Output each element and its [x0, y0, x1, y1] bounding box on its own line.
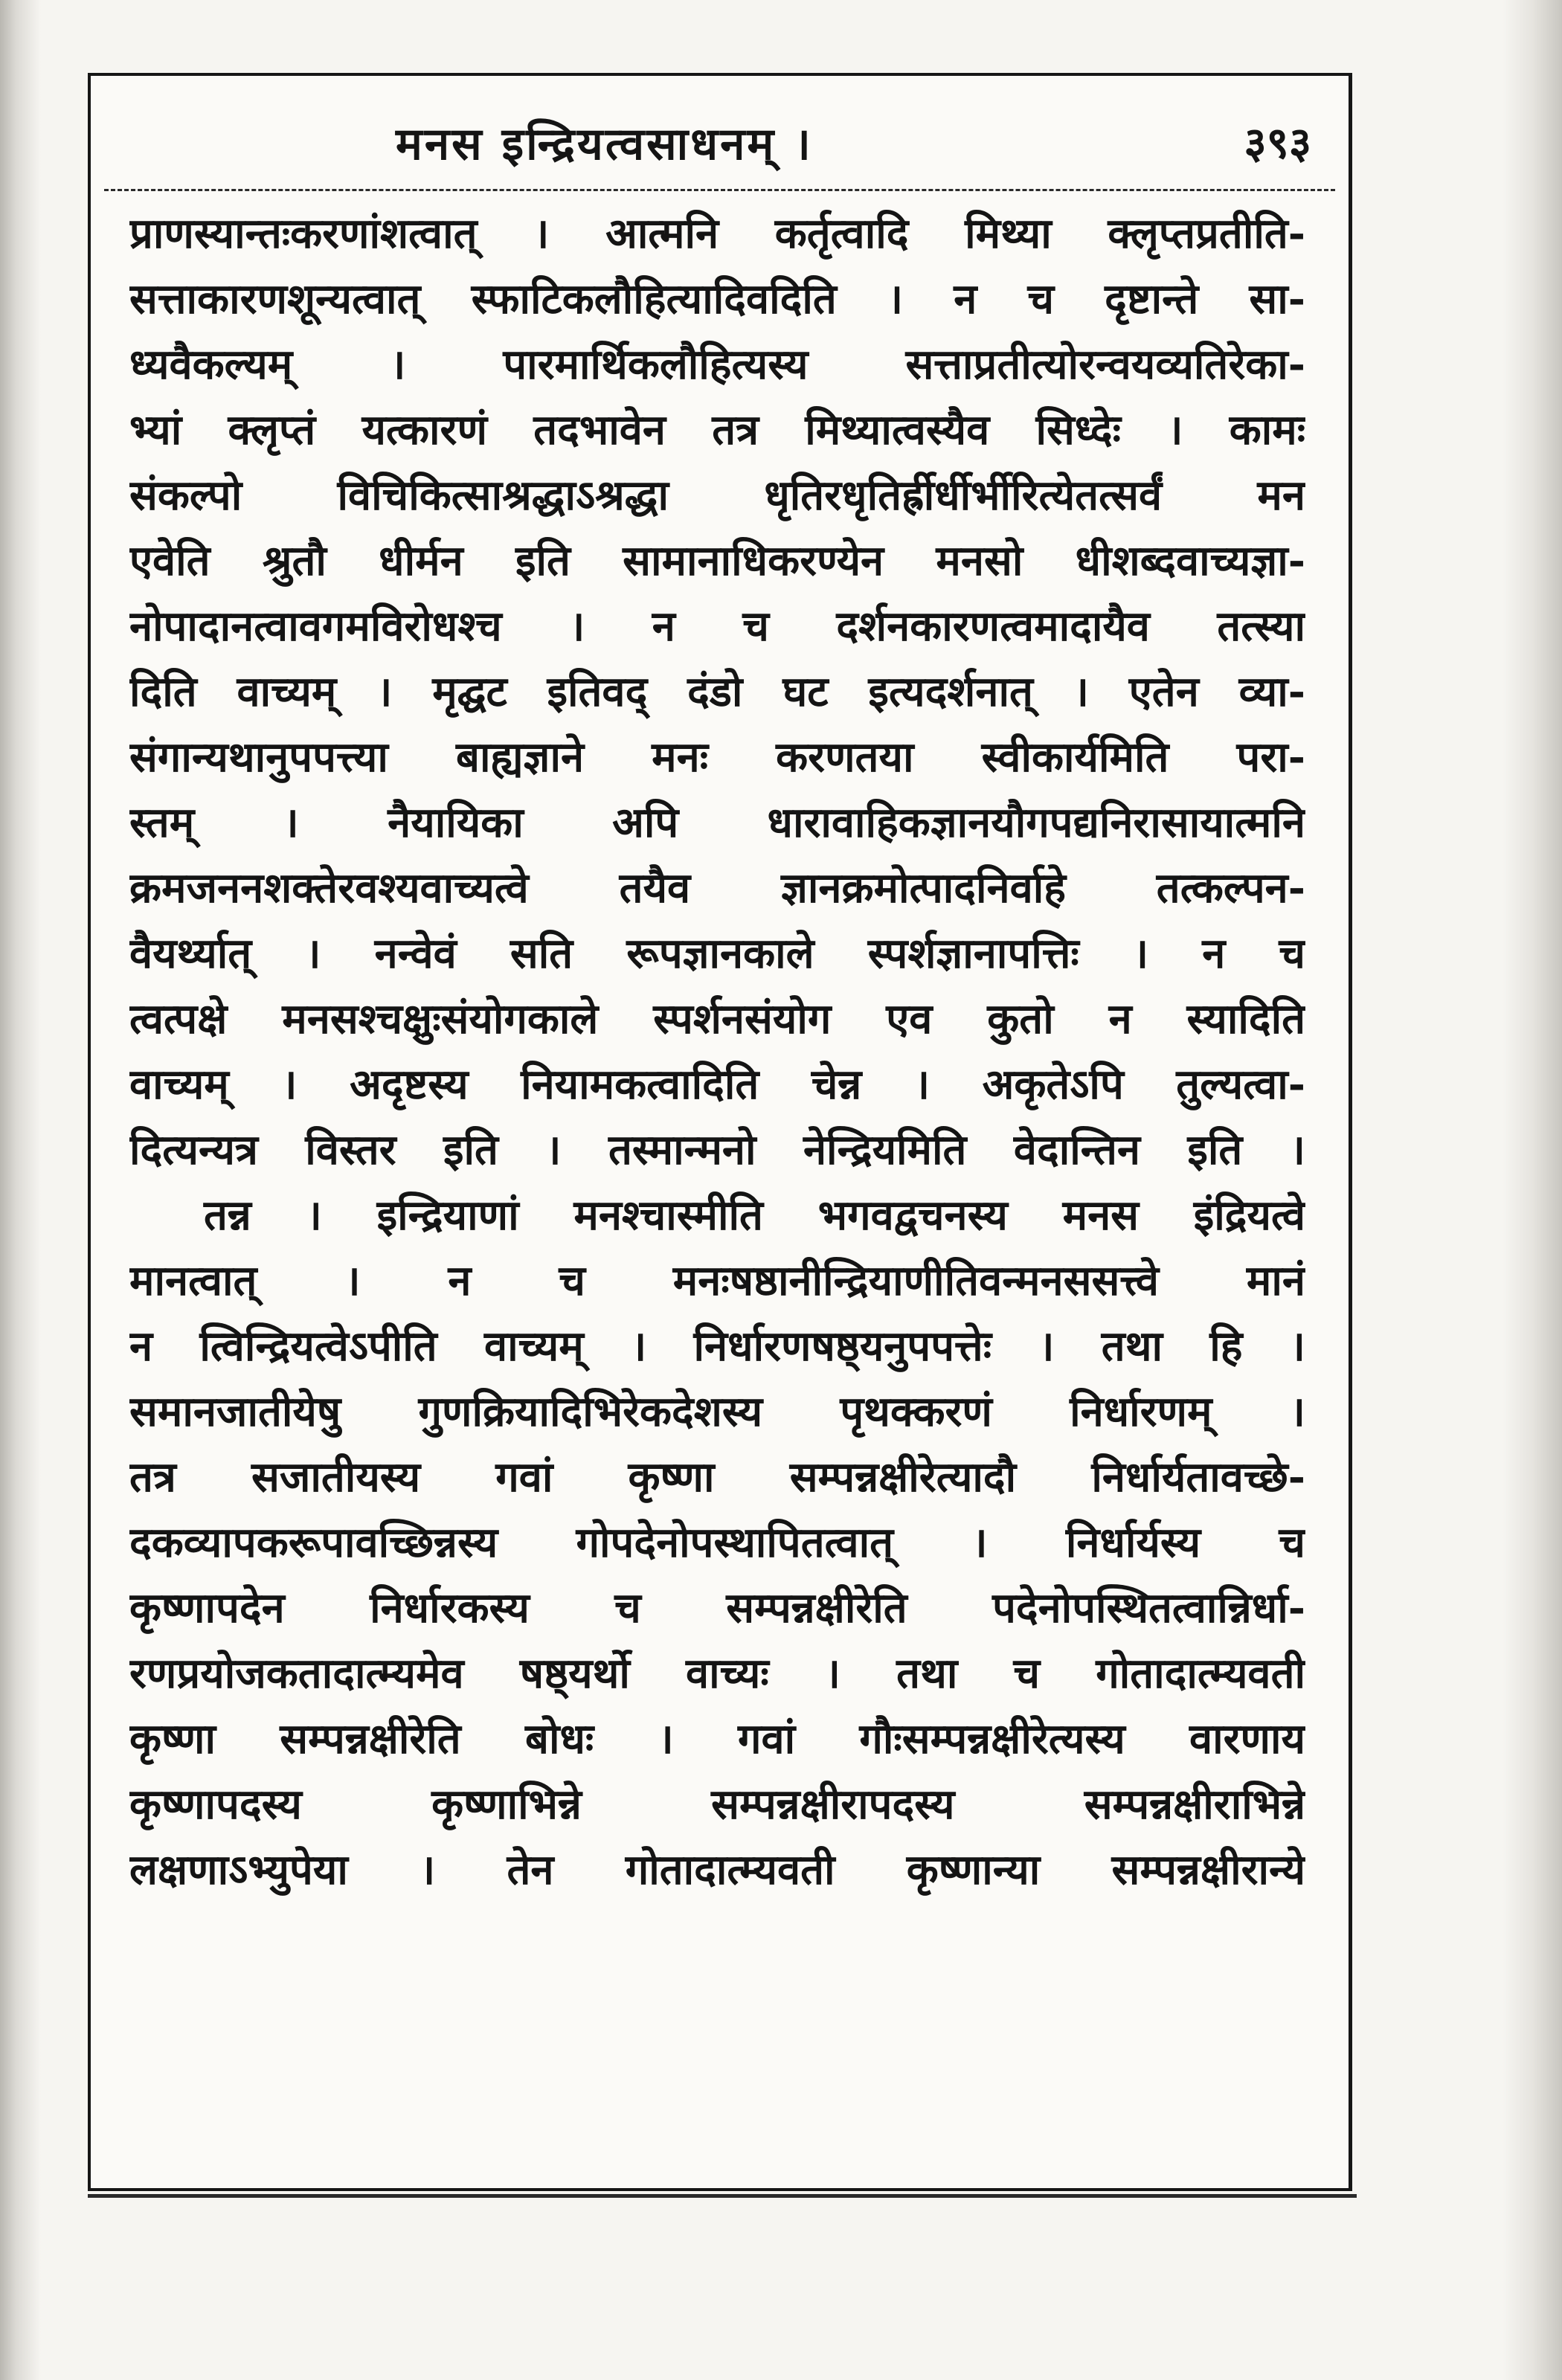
scan-edge-left [0, 0, 41, 2380]
text-line: कृष्णा सम्पन्नक्षीरेति बोधः । गवां गौःसम्पन्नक्षीरेत्यस्य वारणाय [129, 1714, 1305, 1763]
printed-page-frame [88, 73, 1352, 2191]
page-number: ३९३ [1244, 118, 1311, 168]
text-line: ध्यवैकल्यम् । पारमार्थिकलौहित्यस्य सत्ताप्रतीत्योरन्वयव्यतिरेका- [129, 340, 1305, 389]
text-line: प्राणस्यान्तःकरणांशत्वात् । आत्मनि कर्तृत्वादि मिथ्या क्लृप्तप्रतीति- [129, 209, 1305, 258]
text-line: सत्ताकारणशून्यत्वात् स्फाटिकलौहित्यादिवदिति । न च दृष्टान्ते सा- [129, 274, 1305, 324]
text-line: संकल्पो विचिकित्साश्रद्धाऽश्रद्धा धृतिरधृतिर्ह्रीर्धीर्भीरित्येतत्सर्वं मन [129, 471, 1305, 520]
running-title: मनस इन्द्रियत्वसाधनम् । [396, 118, 813, 170]
text-line: न त्विन्द्रियत्वेऽपीति वाच्यम् । निर्धारणषष्ठ्यनुपपत्तेः । तथा हि । [129, 1322, 1305, 1371]
header-rule [104, 189, 1335, 191]
text-line: दित्यन्यत्र विस्तर इति । तस्मान्मनो नेन्द्रियमिति वेदान्तिन इति । [129, 1125, 1305, 1174]
text-line: क्रमजननशक्तेरवश्यवाच्यत्वे तयैव ज्ञानक्रमोत्पादनिर्वाहे तत्कल्पन- [129, 863, 1305, 913]
text-line: संगान्यथानुपपत्त्या बाह्यज्ञाने मनः करणतया स्वीकार्यमिति परा- [129, 733, 1305, 782]
text-line: रणप्रयोजकतादात्म्यमेव षष्ठ्यर्थो वाच्यः । तथा च गोतादात्म्यवती [129, 1649, 1305, 1698]
text-line: वाच्यम् । अदृष्टस्य नियामकत्वादिति चेन्न । अकृतेऽपि तुल्यत्वा- [129, 1060, 1305, 1109]
scan-edge-right [1502, 0, 1562, 2380]
text-line: कृष्णापदेन निर्धारकस्य च सम्पन्नक्षीरेति पदेनोपस्थितत्वान्निर्धा- [129, 1583, 1305, 1633]
text-line: एवेति श्रुतौ धीर्मन इति सामानाधिकरण्येन मनसो धीशब्दवाच्यज्ञा- [129, 536, 1305, 585]
text-line: समानजातीयेषु गुणक्रियादिभिरेकदेशस्य पृथक्करणं निर्धारणम् । [129, 1387, 1305, 1436]
text-line: नोपादानत्वावगमविरोधश्च । न च दर्शनकारणत्वमादायैव तत्स्या [129, 602, 1305, 651]
text-line: भ्यां क्लृप्तं यत्कारणं तदभावेन तत्र मिथ्यात्वस्यैव सिध्देः । कामः [129, 405, 1305, 454]
text-line: मानत्वात् । न च मनःषष्ठानीन्द्रियाणीतिवन्मनससत्त्वे मानं [129, 1256, 1305, 1305]
text-line: कृष्णापदस्य कृष्णाभिन्ने सम्पन्नक्षीरापदस्य सम्पन्नक्षीराभिन्ने [129, 1780, 1305, 1829]
text-line: वैयर्थ्यात् । नन्वेवं सति रूपज्ञानकाले स्पर्शज्ञानापत्तिः । न च [129, 929, 1305, 978]
text-line: स्तम् । नैयायिका अपि धारावाहिकज्ञानयौगपद्यनिरासायात्मनि [129, 798, 1305, 847]
text-line: लक्षणाऽभ्युपेया । तेन गोतादात्म्यवती कृष्णान्या सम्पन्नक्षीरान्ये [129, 1845, 1305, 1894]
paragraph-start-line: तन्न । इन्द्रियाणां मनश्चास्मीति भगवद्वचनस्य मनस इंद्रियत्वे [204, 1191, 1305, 1240]
text-line: दकव्यापकरूपावच्छिन्नस्य गोपदेनोपस्थापितत्वात् । निर्धार्यस्य च [129, 1518, 1305, 1567]
text-line: त्वत्पक्षे मनसश्चक्षुःसंयोगकाले स्पर्शनसंयोग एव कुतो न स्यादिति [129, 994, 1305, 1043]
body-text [129, 201, 1305, 1903]
text-line: तत्र सजातीयस्य गवां कृष्णा सम्पन्नक्षीरेत्यादौ निर्धार्यतावच्छे- [129, 1453, 1305, 1502]
page-header [91, 112, 1349, 178]
text-line: दिति वाच्यम् । मृद्घट इतिवद् दंडो घट इत्यदर्शनात् । एतेन व्या- [129, 667, 1305, 716]
frame-bottom-rule [88, 2194, 1357, 2198]
